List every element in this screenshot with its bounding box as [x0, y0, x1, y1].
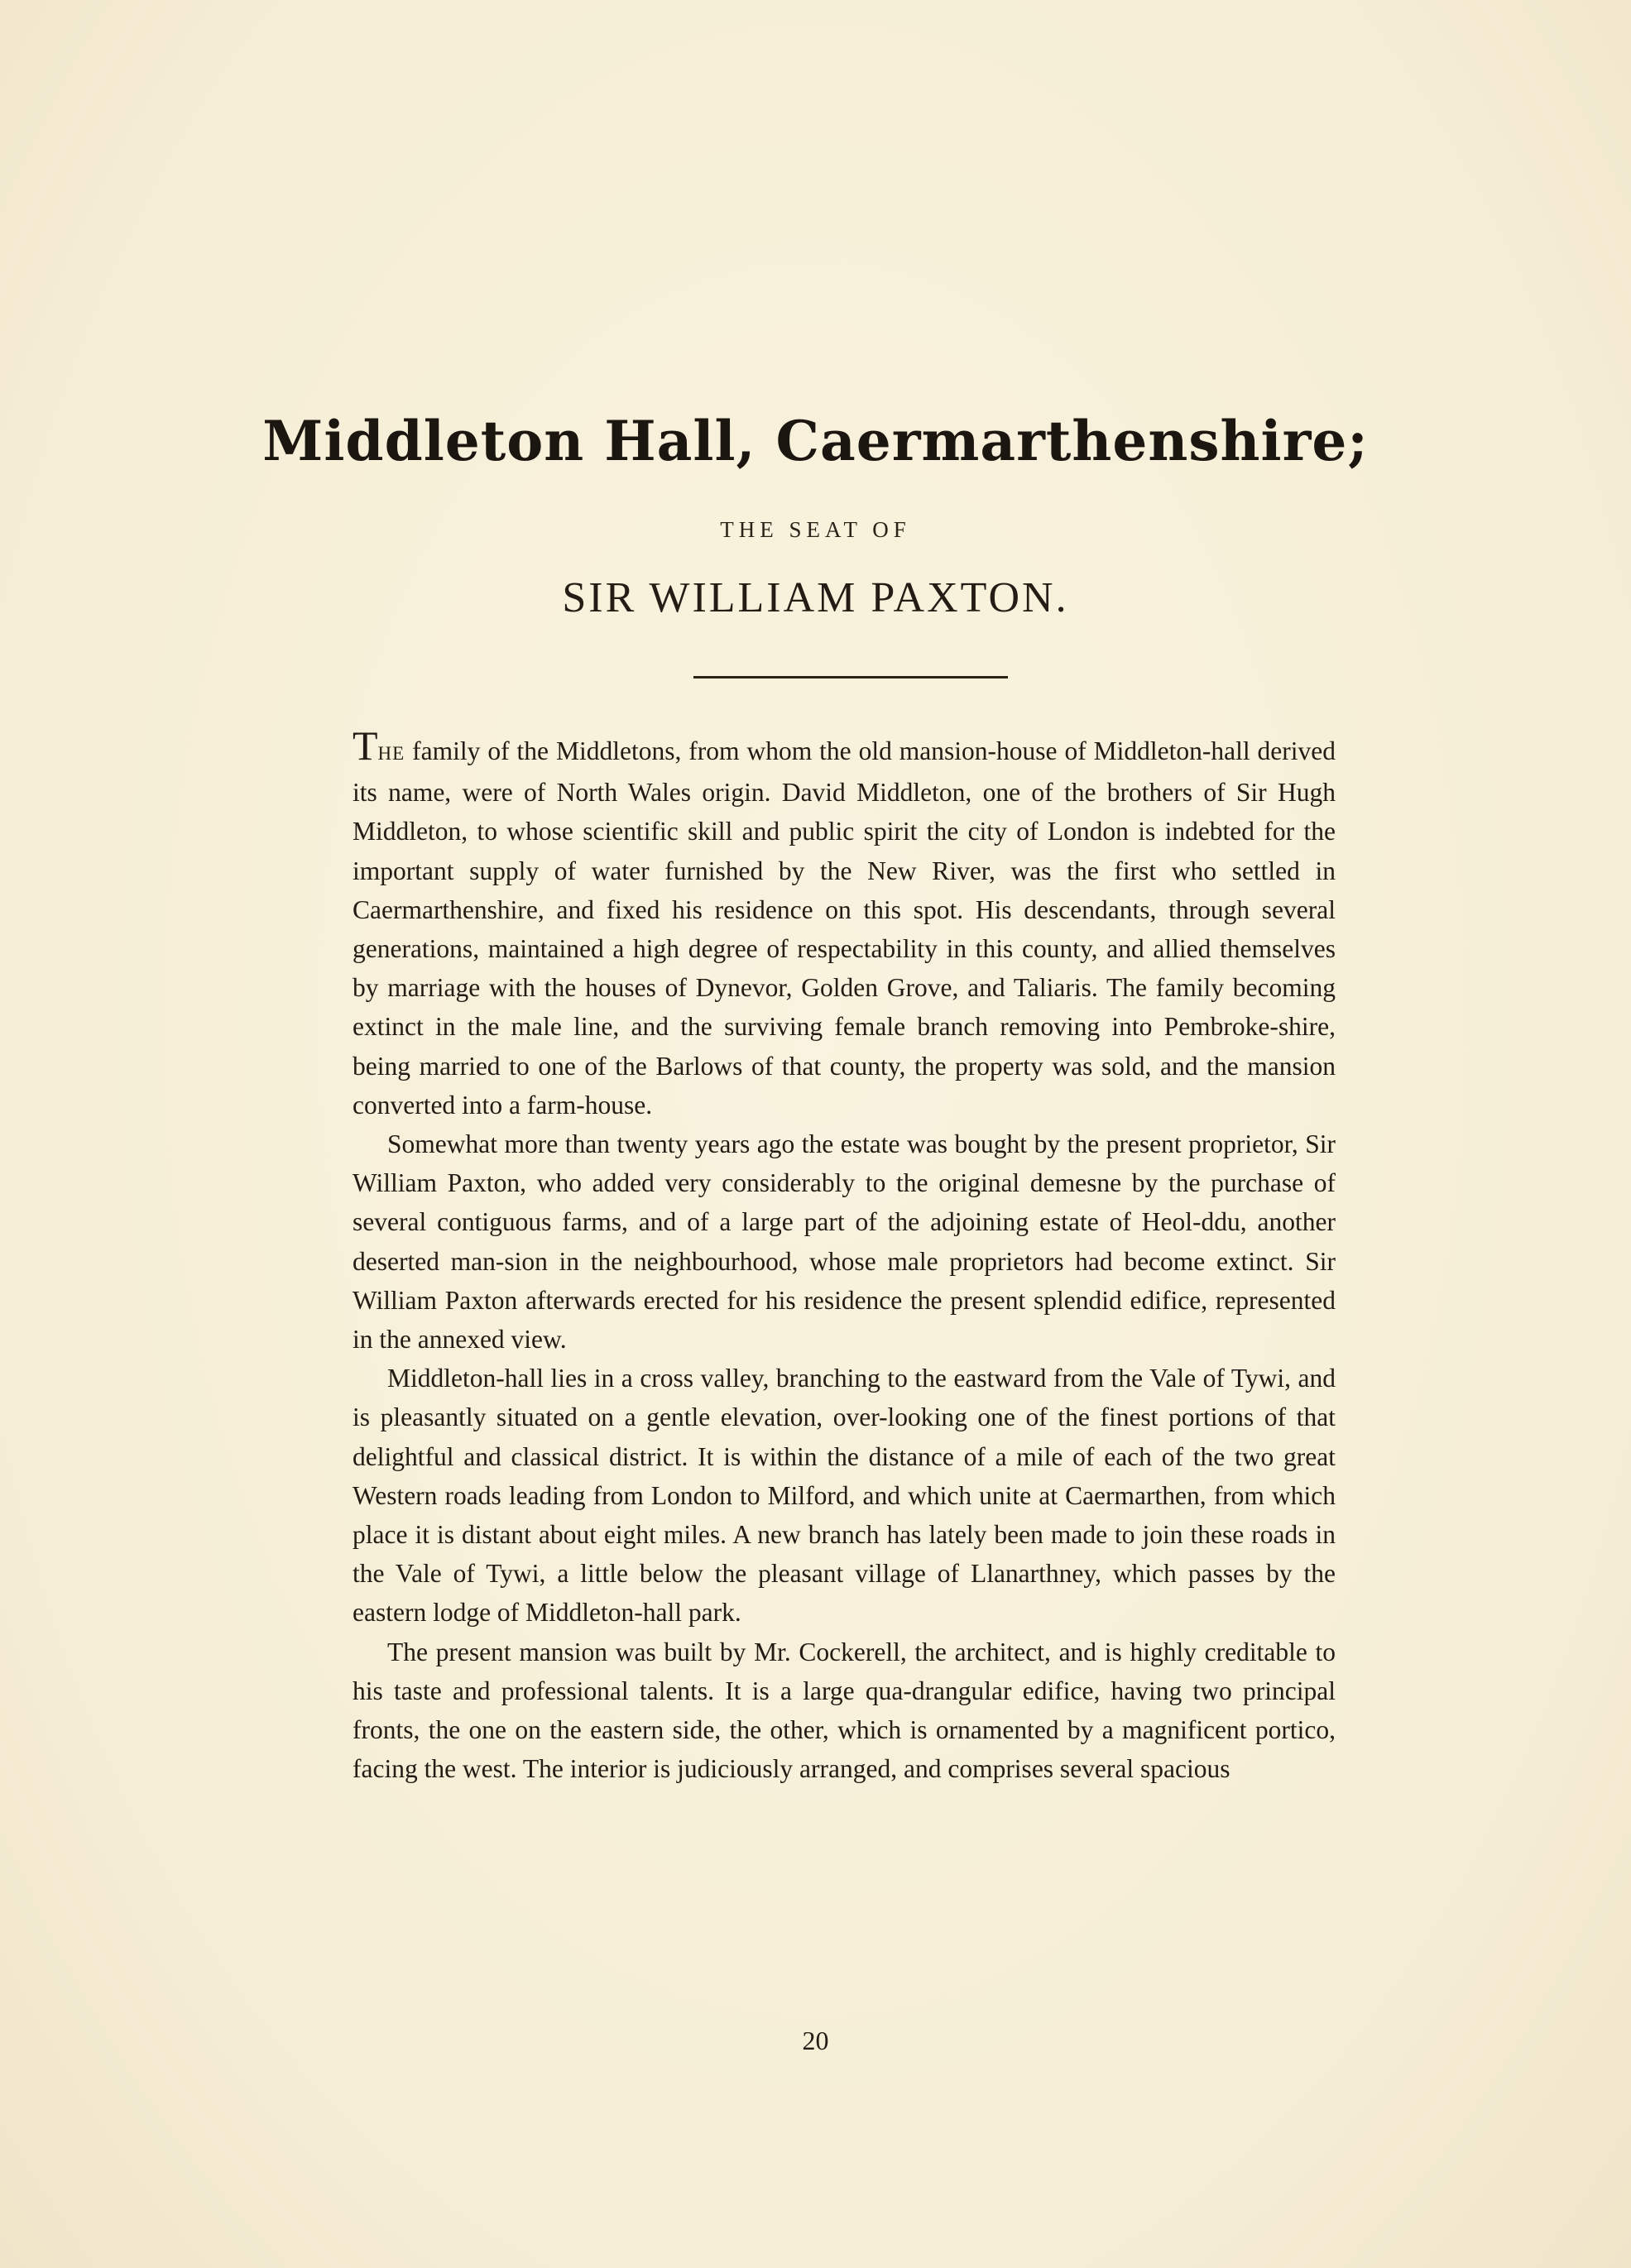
subtitle: THE SEAT OF	[720, 517, 911, 542]
page-title: Middleton Hall, Caermarthenshire;	[262, 409, 1369, 473]
paragraph-2: Somewhat more than twenty years ago the estate was bought by the present proprietor, Sir William Paxton, who added very considerably to the original demesne by the purchase of several contiguous farms, and of a large part of the adjoining estate of Heol-ddu, another deserted man-sion in the neighbourhood, whose male proprietors had become extinct. Sir William Paxton afterwards erected for his residence the present splendid edifice, represented in the annexed view.	[353, 1129, 1336, 1355]
paragraph-3: Middleton-hall lies in a cross valley, branching to the eastward from the Vale of Tywi, and is pleasantly situated on a gentle elevation, over-looking one of the finest portions of that delightful and classical district. It is within the distance of a mile of each of the two great Western roads leading from London to Milford, and which unite at Caermarthen, from which place it is distant about eight miles. A new branch has lately been made to join these roads in the Vale of Tywi, a little below the pleasant village of Llanarthney, which passes by the eastern lodge of Middleton-hall park.	[353, 1364, 1336, 1628]
paragraph-1-text: family of the Middletons, from whom the old mansion-house of Middleton-hall derived its name, were of North Wales origin. David Middleton, one of the brothers of Sir Hugh Middleton, to whose scientific skill and public spirit the city of London is indebted for the important supply of water furnished by the New River, was the first who settled in Caermarthenshire, and fixed his residence on this spot. His descendants, through several generations, maintained a high degree of respectability in this county, and allied themselves by marriage with the houses of Dynevor, Golden Grove, and Taliaris. The family becoming extinct in the male line, and the surviving female branch removing into Pembroke-shire, being married to one of the Barlows of that county, the property was sold, and the mansion converted into a farm-house.	[353, 736, 1336, 1120]
paragraph-4: The present mansion was built by Mr. Cockerell, the architect, and is highly creditable to his taste and professional talents. It is a large qua-drangular edifice, having two principal fronts, the one on the eastern side, the other, which is ornamented by a magnificent portico, facing the west. The interior is judiciously arranged, and comprises several spacious	[353, 1637, 1336, 1784]
body-text	[353, 722, 1336, 1788]
small-caps-lead: HE	[377, 743, 405, 764]
title-divider	[693, 676, 1008, 678]
page-number: 20	[802, 2026, 829, 2055]
paragraph-1	[353, 722, 1336, 1124]
drop-cap: T	[353, 722, 378, 769]
owner-name: SIR WILLIAM PAXTON.	[562, 574, 1069, 621]
